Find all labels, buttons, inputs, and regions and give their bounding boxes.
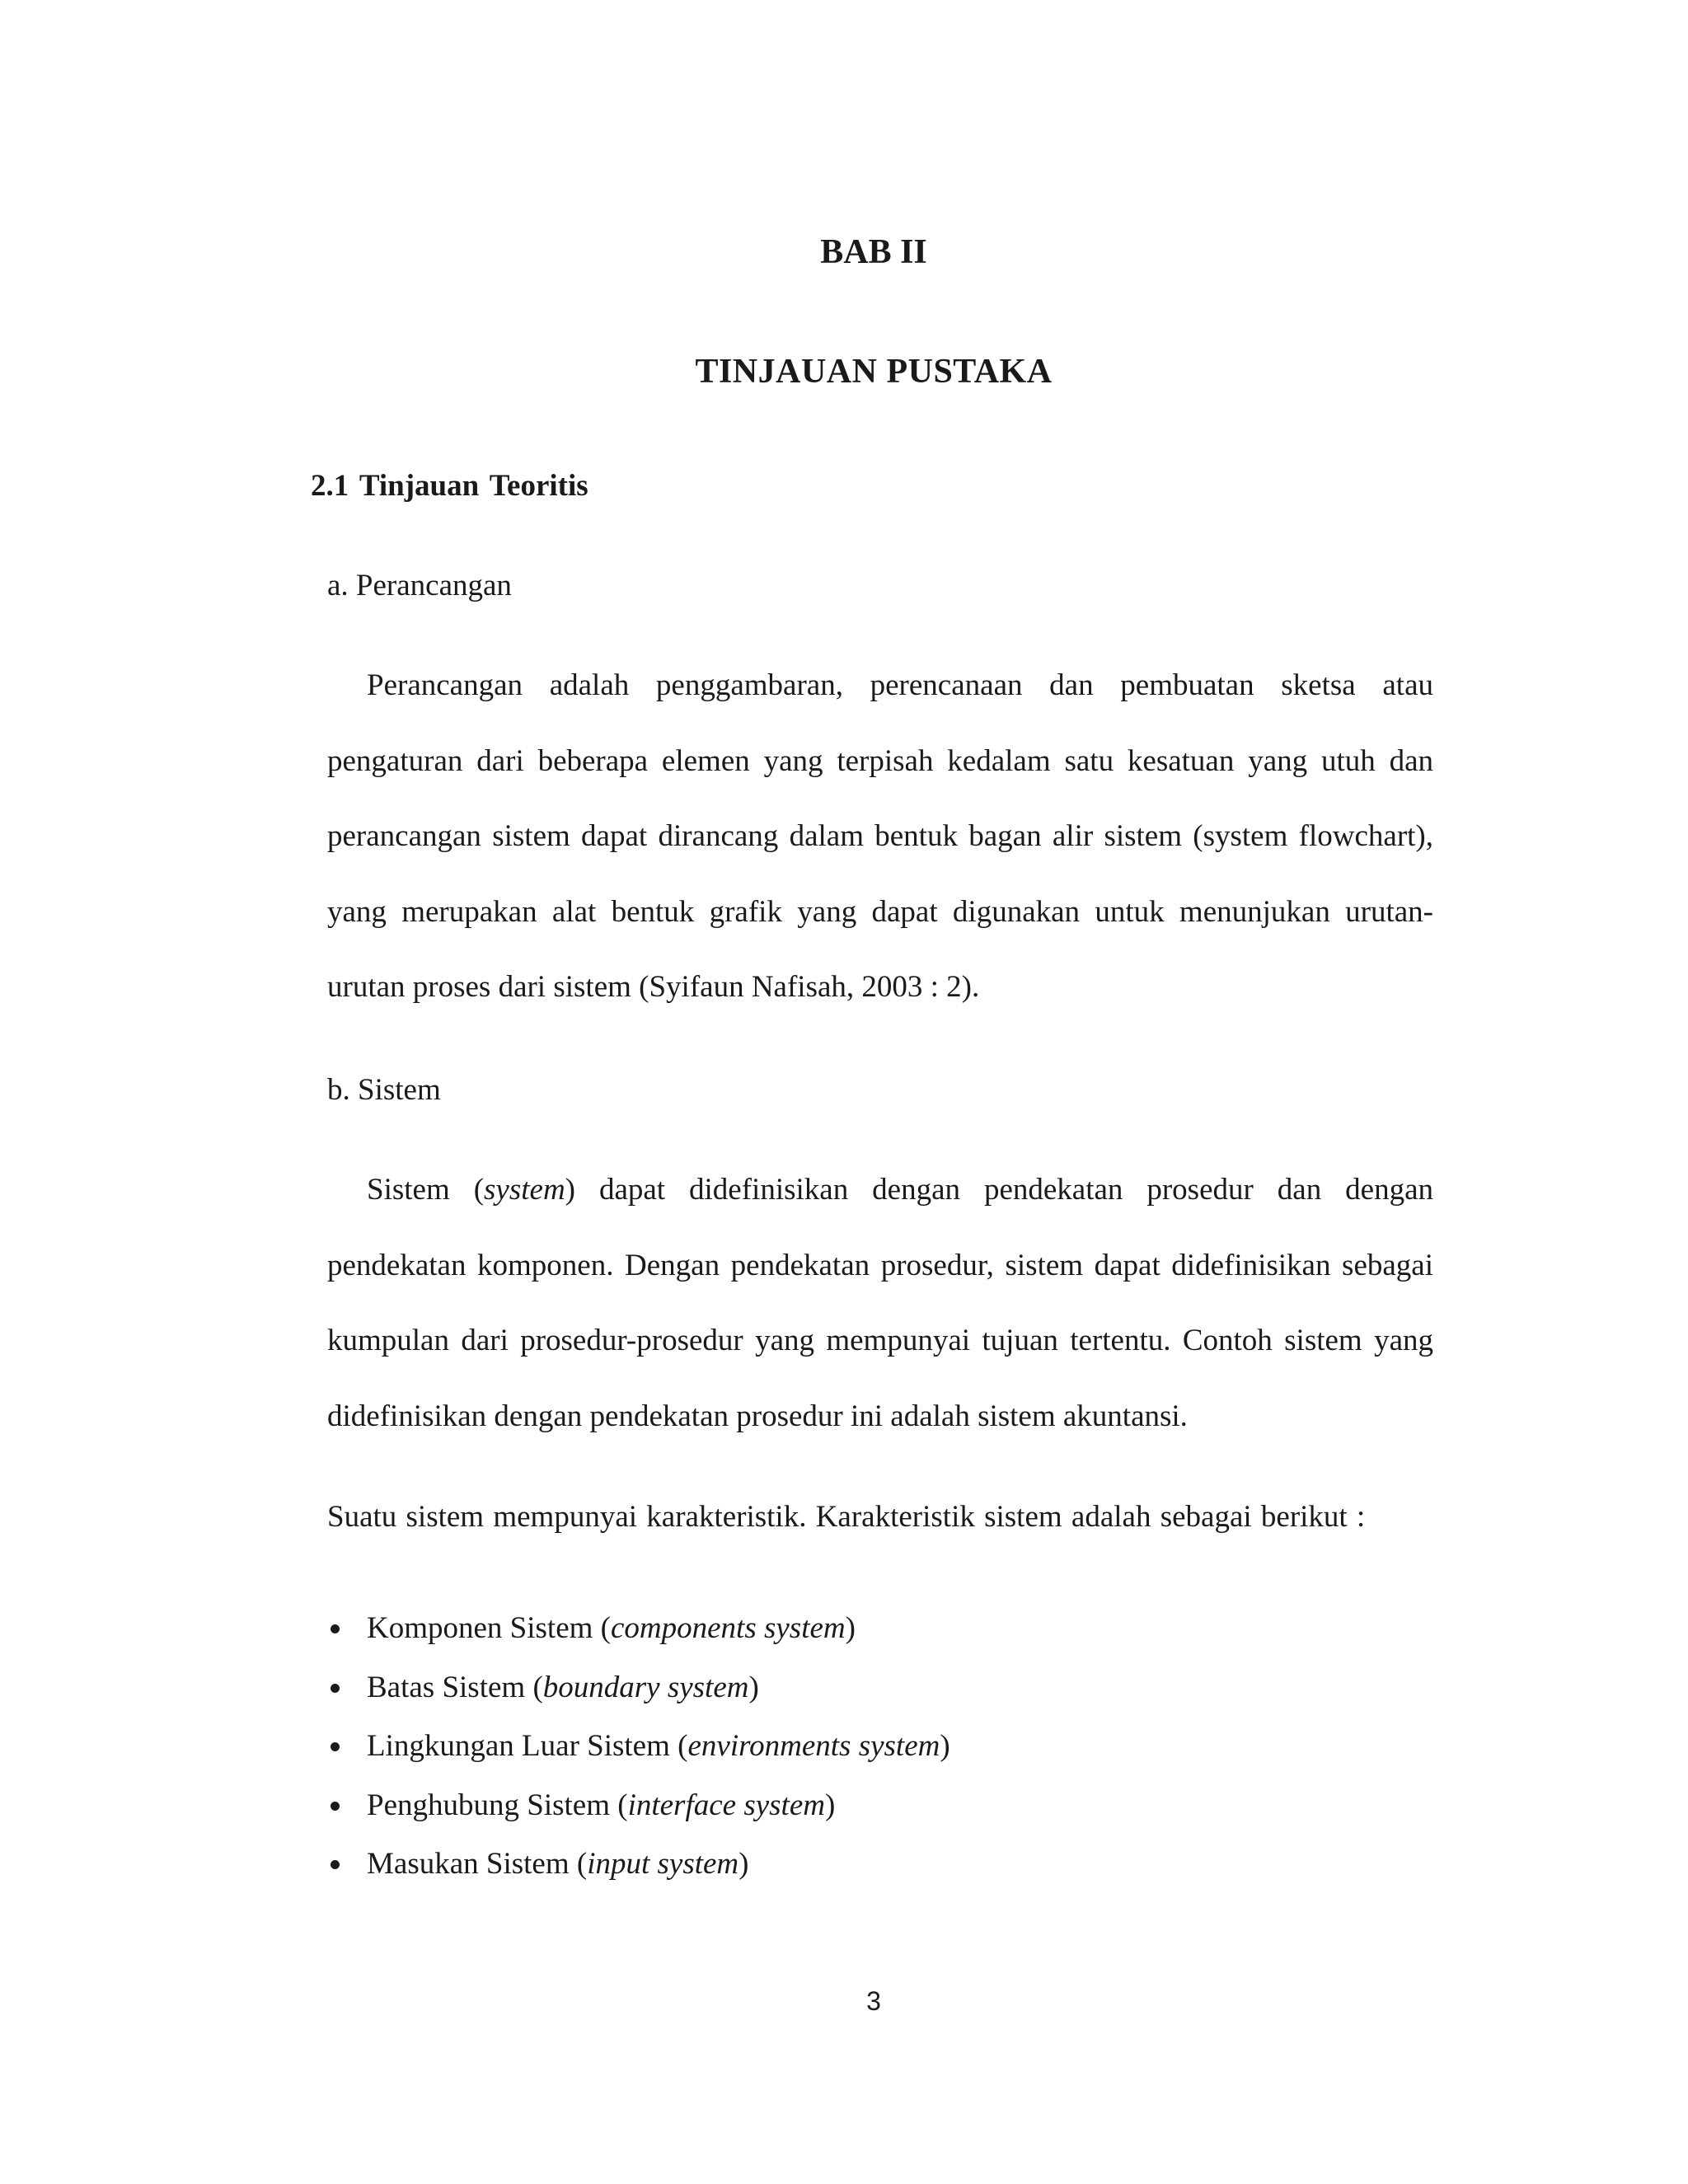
paragraph-perancangan: Perancangan adalah penggambaran, perencanaan dan pembuatan sketsa atau pengaturan dari beberapa elemen yang terpisah kedalam satu kesatuan yang utuh dan perancangan sistem dapat dirancang dalam bentuk bagan alir sistem (system flowchart), yang merupakan alat bentuk grafik yang dapat digunakan untuk menunjukan urutan-urutan proses dari sistem (Syifaun Nafisah, 2003 : 2). <box>327 668 1433 1004</box>
list-item-suffix: ) <box>940 1729 950 1763</box>
subsection-heading-sistem: b. Sistem <box>327 1073 441 1107</box>
list-item <box>327 1835 950 1894</box>
list-item-suffix: ) <box>738 1847 749 1881</box>
paragraph-sistem-text-start: Sistem ( <box>367 1173 485 1207</box>
list-item <box>327 1658 950 1718</box>
page-number: 3 <box>866 1986 881 2016</box>
paragraph-sistem-text-end: ) dapat didefinisikan dengan pendekatan prosedur dan dengan pendekatan komponen. Dengan pendekatan prosedur, sistem dapat didefinisikan sebagai kumpulan dari prosedur-prosedur yang mempunyai tujuan tertentu. Contoh sistem yang didefinisikan dengan pendekatan prosedur ini adalah sistem akuntansi. <box>327 1173 1433 1433</box>
bullet-icon <box>331 1860 340 1869</box>
bullet-icon <box>331 1624 340 1633</box>
bullet-icon <box>331 1684 340 1693</box>
list-item <box>327 1717 950 1776</box>
list-item-text: Masukan Sistem ( <box>367 1847 588 1881</box>
list-item-suffix: ) <box>748 1670 759 1704</box>
subsection-heading-perancangan: a. Perancangan <box>327 569 512 602</box>
list-item-suffix: ) <box>845 1611 856 1645</box>
list-item-text: Lingkungan Luar Sistem ( <box>367 1729 688 1763</box>
characteristics-list <box>327 1599 950 1894</box>
list-item-italic-term: boundary system <box>542 1670 749 1704</box>
section-heading: 2.1 Tinjauan Teoritis <box>311 469 588 503</box>
paragraph-sistem-italic-term: system <box>484 1173 565 1207</box>
bullet-icon <box>331 1742 340 1751</box>
list-item-text: Komponen Sistem ( <box>367 1611 611 1645</box>
list-item <box>327 1599 950 1658</box>
list-item-italic-term: components system <box>610 1611 846 1645</box>
bullet-icon <box>331 1802 340 1811</box>
paragraph-sistem <box>327 1152 1433 1454</box>
list-item-text: Batas Sistem ( <box>367 1670 543 1704</box>
list-item-italic-term: input system <box>587 1847 739 1881</box>
chapter-label: BAB II <box>820 233 927 271</box>
list-item-italic-term: environments system <box>687 1729 940 1763</box>
chapter-title: TINJAUAN PUSTAKA <box>695 353 1053 391</box>
list-item-text: Penghubung Sistem ( <box>367 1788 628 1822</box>
list-item <box>327 1776 950 1835</box>
characteristics-intro: Suatu sistem mempunyai karakteristik. Karakteristik sistem adalah sebagai berikut : <box>327 1500 1366 1534</box>
list-item-italic-term: interface system <box>627 1788 825 1822</box>
list-item-suffix: ) <box>824 1788 836 1822</box>
